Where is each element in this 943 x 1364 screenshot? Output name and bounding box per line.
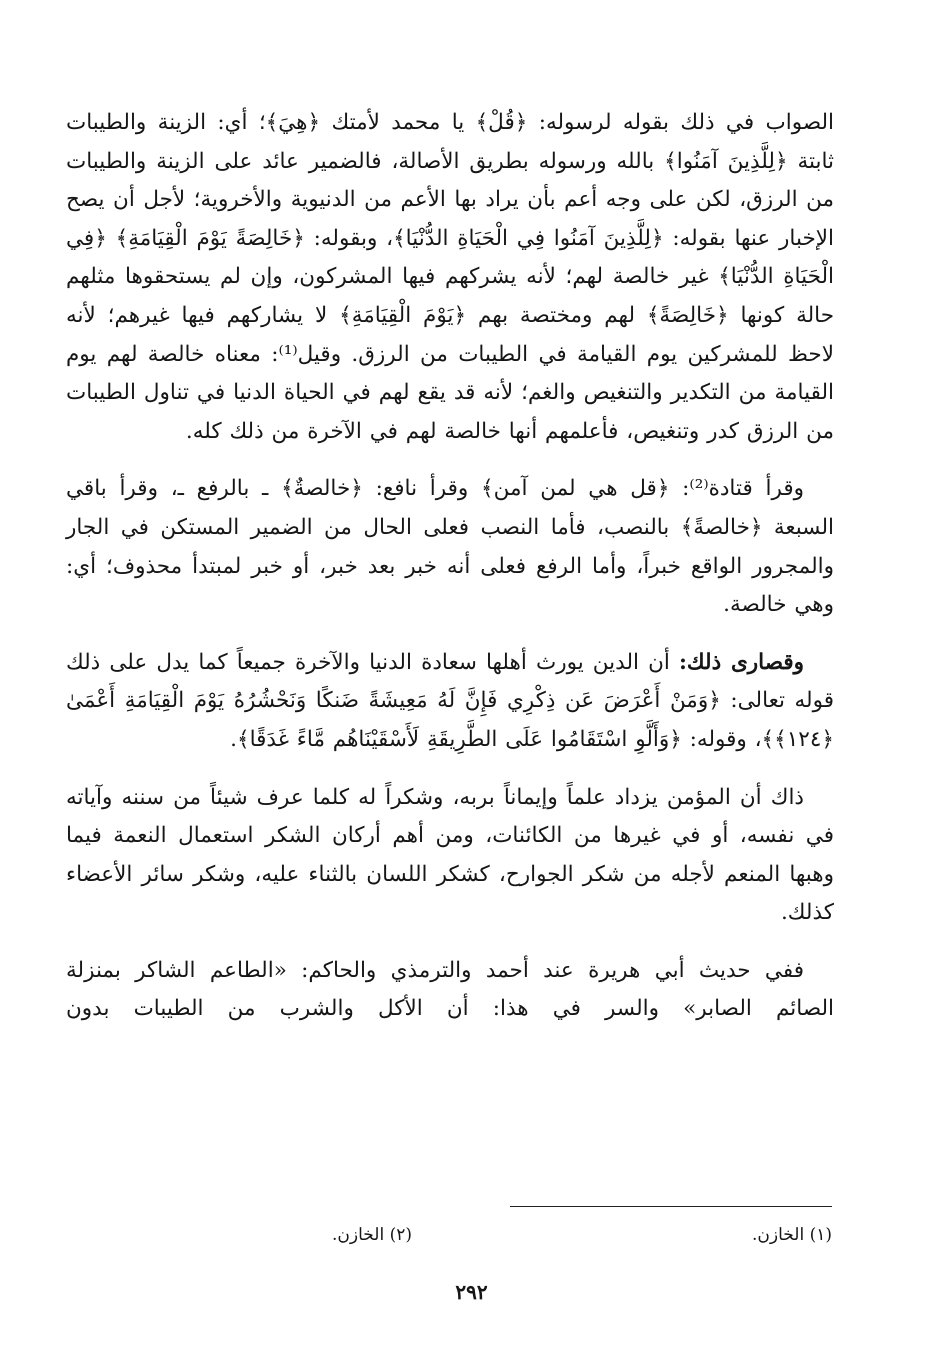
paragraph-4 (66, 779, 834, 933)
paragraph-1-text: الصواب في ذلك بقوله لرسوله: ﴿قُلْ﴾ يا محمد لأمتك ﴿هِيَ﴾؛ أي: الزينة والطيبات ثابتة ﴿لِلَّذِينَ آمَنُوا﴾ بالله ورسوله بطريق الأصالة، فالضمير عائد على الزينة والطيبات من الرزق، لكن على وجه أعم بأن يراد بها الأعم من الدنيوية والأخروية؛ لأجل أن يصح الإخبار عنها بقوله: ﴿لِلَّذِينَ آمَنُوا فِي الْحَيَاةِ الدُّنْيَا﴾، وبقوله: ﴿خَالِصَةً يَوْمَ الْقِيَامَةِ﴾ ﴿فِي الْحَيَاةِ الدُّنْيَا﴾ غير خالصة لهم؛ لأنه يشركهم فيها المشركون، وإن لم يستحقوها مثلهم حالة كونها ﴿خَالِصَةً﴾ لهم ومختصة بهم ﴿يَوْمَ الْقِيَامَةِ﴾ لا يشاركهم فيها غيرهم؛ لأنه لاحظ للمشركين يوم القيامة في الطيبات من الرزق. وقيل⁽¹⁾: معناه خالصة لهم يوم القيامة من التكدير والتنغيص والغم؛ لأنه قد يقع لهم في الحياة الدنيا في تناول الطيبات من الرزق كدر وتنغيص، فأعلمهم أنها خالصة لهم في الآخرة من ذلك كله. (66, 110, 834, 444)
footnote-1: (١) الخازن. (752, 1225, 832, 1245)
footnotes (150, 1222, 832, 1248)
paragraph-4-text: ذاك أن المؤمن يزداد علماً وإيماناً بربه، وشكراً له كلما عرف شيئاً من سننه وآياته في نفسه، أو في غيرها من الكائنات، ومن أهم أركان الشكر استعمال النعمة فيما وهبها المنعم لأجله من شكر الجوارح، كشكر اللسان بالثناء عليه، وشكر سائر الأعضاء كذلك. (66, 784, 834, 926)
paragraph-5 (66, 952, 834, 1029)
footnote-divider (510, 1206, 832, 1207)
footnote-2: (٢) الخازن. (332, 1225, 412, 1245)
page-number: ٢٩٢ (455, 1280, 488, 1304)
paragraph-1 (66, 104, 834, 451)
paragraph-3 (66, 644, 834, 760)
page-body (66, 104, 834, 1029)
paragraph-2 (66, 470, 834, 624)
paragraph-2-text: وقرأ قتادة⁽²⁾: ﴿قل هي لمن آمن﴾ وقرأ نافع: ﴿خالصةٌ﴾ ـ بالرفع ـ، وقرأ باقي السبعة ﴿خالصةً﴾ بالنصب، فأما النصب فعلى الحال من الضمير المستكن في الجار والمجرور الواقع خبراً، وأما الرفع فعلى أنه خبر بعد خبر، أو خبر لمبتدأ محذوف؛ أي: وهي خالصة. (66, 476, 834, 618)
paragraph-3-lead: وقصارى ذلك: (678, 649, 805, 675)
paragraph-5-text: ففي حديث أبي هريرة عند أحمد والترمذي والحاكم: «الطاعم الشاكر بمنزلة الصائم الصابر» والسر في هذا: أن الأكل والشرب من الطيبات بدون (66, 957, 834, 1022)
paragraph-3-text: أن الدين يورث أهلها سعادة الدنيا والآخرة جميعاً كما يدل على ذلك قوله تعالى: ﴿وَمَنْ أَعْرَضَ عَن ذِكْرِي فَإِنَّ لَهُ مَعِيشَةً ضَنكًا وَنَحْشُرُهُ يَوْمَ الْقِيَامَةِ أَعْمَىٰ ﴿١٢٤﴾﴾، وقوله: ﴿وَأَلَّوِ اسْتَقَامُوا عَلَى الطَّرِيقَةِ لَأَسْقَيْنَاهُم مَّاءً غَدَقًا﴾. (66, 649, 834, 752)
